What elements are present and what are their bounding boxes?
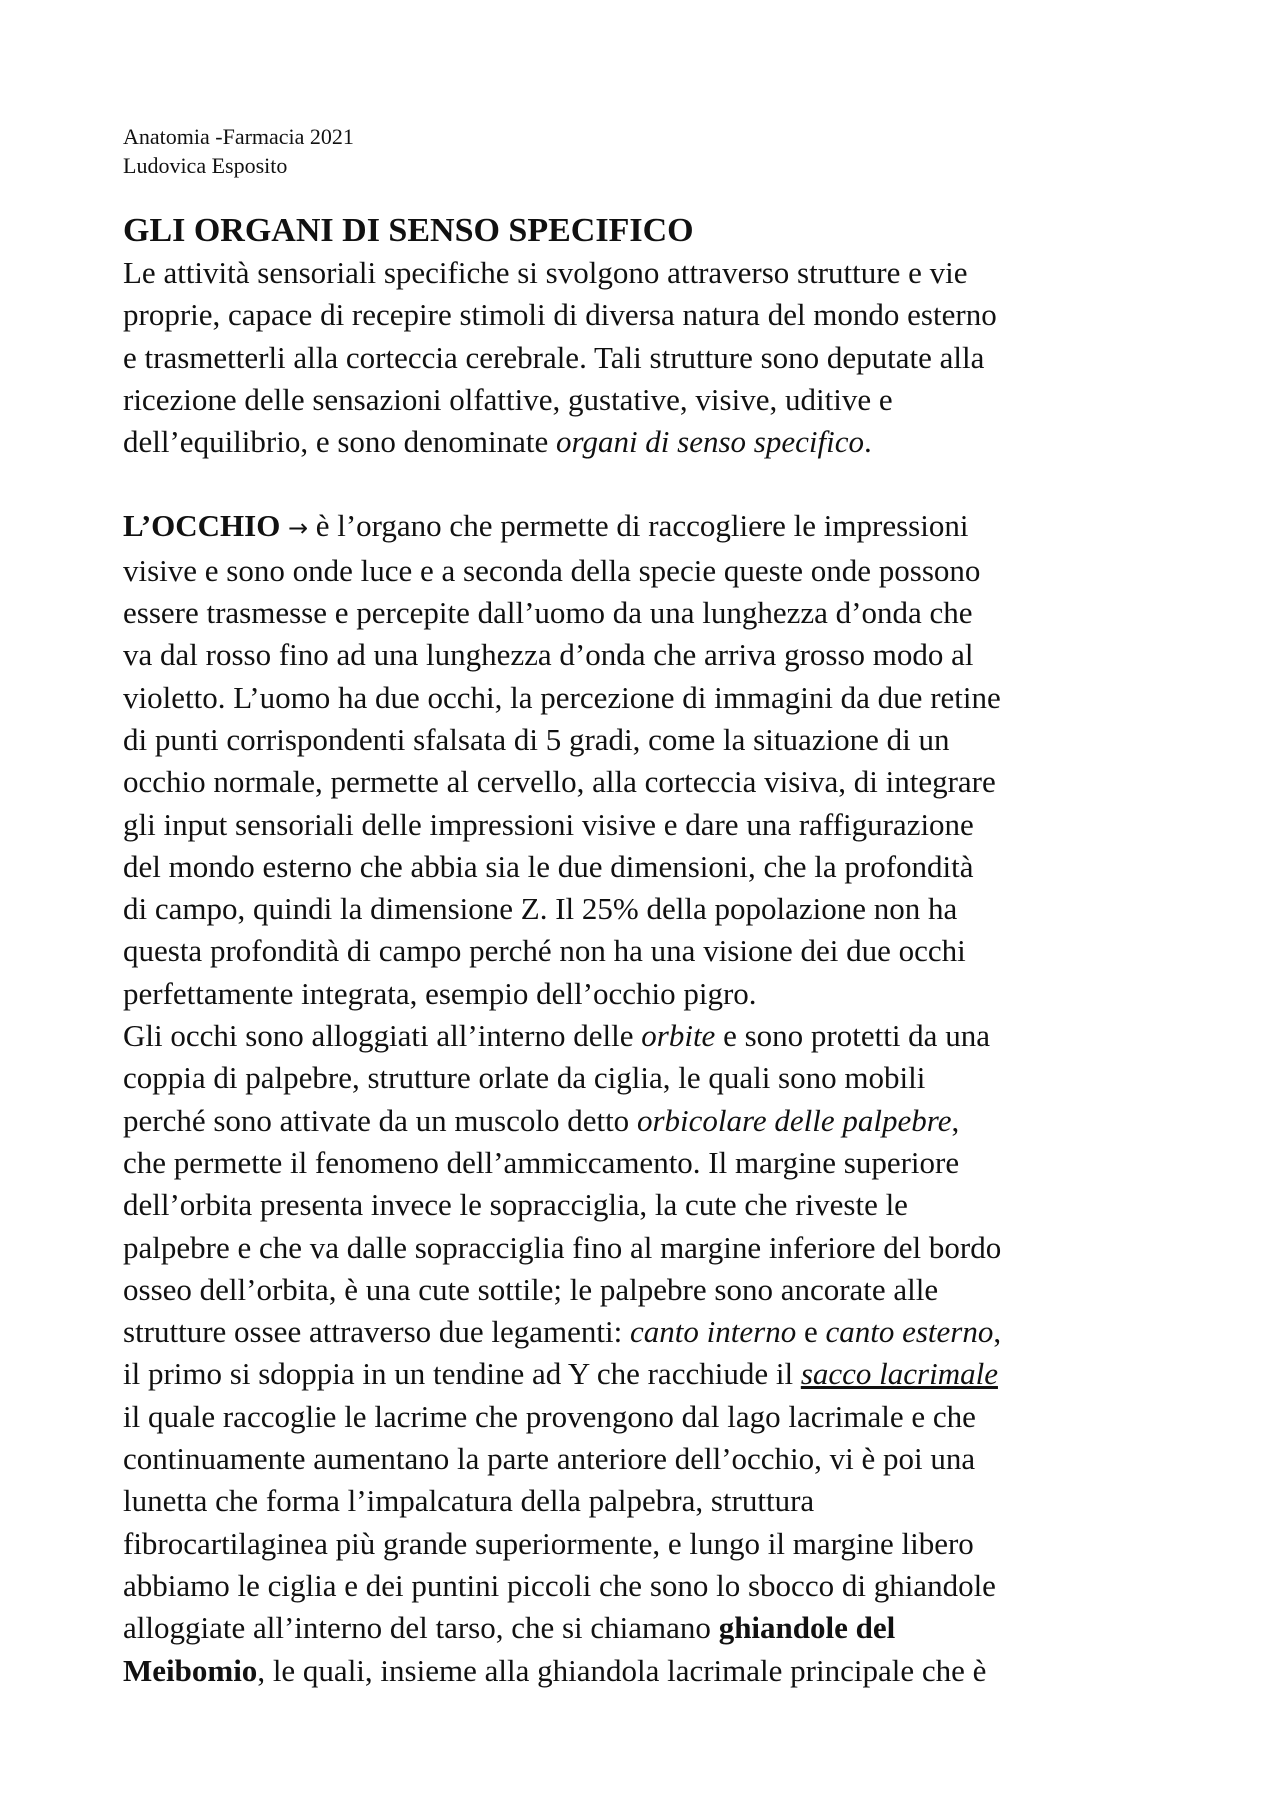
text-line: visive e sono onde luce e a seconda della specie queste onde possono <box>123 552 981 588</box>
occhio-paragraph <box>123 505 1173 1015</box>
text-line <box>123 505 1173 549</box>
text-line: abbiamo le ciglia e dei puntini piccoli che sono lo sbocco di ghiandole <box>123 1567 996 1603</box>
term-canto-esterno: canto esterno <box>825 1314 994 1350</box>
text-line <box>123 1015 1173 1057</box>
text-line: di campo, quindi la dimensione Z. Il 25% della popolazione non ha <box>123 891 958 927</box>
intro-paragraph <box>123 252 1173 463</box>
text-run: alloggiate all’interno del tarso, che si chiamano <box>123 1610 719 1646</box>
text-line: che permette il fenomeno dell’ammiccamento. Il margine superiore <box>123 1144 960 1180</box>
text-line: e trasmetterli alla corteccia cerebrale. Tali strutture sono deputate alla <box>123 339 985 375</box>
term-organi-di-senso: organi di senso specifico <box>556 424 864 460</box>
arrow-icon: → <box>280 514 316 543</box>
text-line: il quale raccoglie le lacrime che provengono dal lago lacrimale e che <box>123 1398 976 1434</box>
term-sacco-lacrimale: sacco lacrimale <box>800 1356 998 1392</box>
text-line: coppia di palpebre, strutture orlate da ciglia, le quali sono mobili <box>123 1060 926 1096</box>
text-line <box>123 1311 1173 1353</box>
text-line: Le attività sensoriali specifiche si svolgono attraverso strutture e vie <box>123 255 968 290</box>
text-line: va dal rosso fino ad una lunghezza d’onda che arriva grosso modo al <box>123 637 974 673</box>
text-line: occhio normale, permette al cervello, alla corteccia visiva, di integrare <box>123 764 996 800</box>
text-line <box>123 1353 1173 1395</box>
text-line: di punti corrispondenti sfalsata di 5 gradi, come la situazione di un <box>123 721 950 757</box>
text-line: del mondo esterno che abbia sia le due dimensioni, che la profondità <box>123 848 974 884</box>
term-meibomio: Meibomio <box>123 1652 258 1688</box>
text-line <box>123 1607 1173 1649</box>
section-heading-occhio: L’OCCHIO <box>123 508 281 544</box>
paragraph-gap <box>123 463 1173 505</box>
text-run: strutture ossee attraverso due legamenti: <box>123 1314 631 1350</box>
text-run: Gli occhi sono alloggiati all’interno delle <box>123 1018 642 1054</box>
text-line: palpebre e che va dalle sopracciglia fino al margine inferiore del bordo <box>123 1229 1002 1265</box>
text-run: dell’equilibrio, e sono denominate <box>123 424 557 460</box>
text-line: violetto. L’uomo ha due occhi, la percezione di immagini da due retine <box>123 679 1001 715</box>
text-run: perché sono attivate da un muscolo detto <box>123 1102 637 1138</box>
text-line: essere trasmesse e percepite dall’uomo da una lunghezza d’onda che <box>123 595 973 631</box>
text-run: il primo si sdoppia in un tendine ad Y che racchiude il <box>123 1356 801 1392</box>
text-line: perfettamente integrata, esempio dell’occhio pigro. <box>123 975 757 1011</box>
text-line: dell’orbita presenta invece le sopracciglia, la cute che riveste le <box>123 1187 908 1223</box>
text-run: e <box>796 1314 826 1350</box>
text-line: gli input sensoriali delle impressioni visive e dare una raffigurazione <box>123 806 974 842</box>
term-orbicolare: orbicolare delle palpebre <box>636 1102 952 1138</box>
text-line <box>123 421 1173 463</box>
text-line: proprie, capace di recepire stimoli di diversa natura del mondo esterno <box>123 297 997 333</box>
course-label: Anatomia -Farmacia 2021 <box>123 124 354 149</box>
text-line <box>123 1100 1173 1142</box>
document-page <box>123 122 1173 1692</box>
page-title: GLI ORGANI DI SENSO SPECIFICO <box>123 212 694 249</box>
term-canto-interno: canto interno <box>630 1314 797 1350</box>
text-run: è l’organo che permette di raccogliere le impressioni <box>315 508 969 544</box>
text-line: lunetta che forma l’impalcatura della palpebra, struttura <box>123 1483 815 1519</box>
orbite-paragraph <box>123 1015 1173 1692</box>
text-line: continuamente aumentano la parte anteriore dell’occhio, vi è poi una <box>123 1441 976 1477</box>
text-run: , le quali, insieme alla ghiandola lacrimale principale che è <box>257 1652 987 1688</box>
text-run: , <box>951 1102 960 1138</box>
document-header <box>123 122 1173 180</box>
text-run: e sono protetti da una <box>715 1018 990 1054</box>
text-line <box>123 1650 1173 1692</box>
text-run: . <box>864 424 872 460</box>
term-ghiandole-del: ghiandole del <box>718 1610 896 1646</box>
term-orbite: orbite <box>641 1018 716 1054</box>
text-line: osseo dell’orbita, è una cute sottile; le palpebre sono ancorate alle <box>123 1271 939 1307</box>
text-line: fibrocartilaginea più grande superiormente, e lungo il margine libero <box>123 1525 974 1561</box>
text-line: ricezione delle sensazioni olfattive, gustative, visive, uditive e <box>123 381 893 417</box>
author-name: Ludovica Esposito <box>123 153 288 178</box>
text-run: , <box>993 1314 1002 1350</box>
text-line: questa profondità di campo perché non ha una visione dei due occhi <box>123 933 966 969</box>
